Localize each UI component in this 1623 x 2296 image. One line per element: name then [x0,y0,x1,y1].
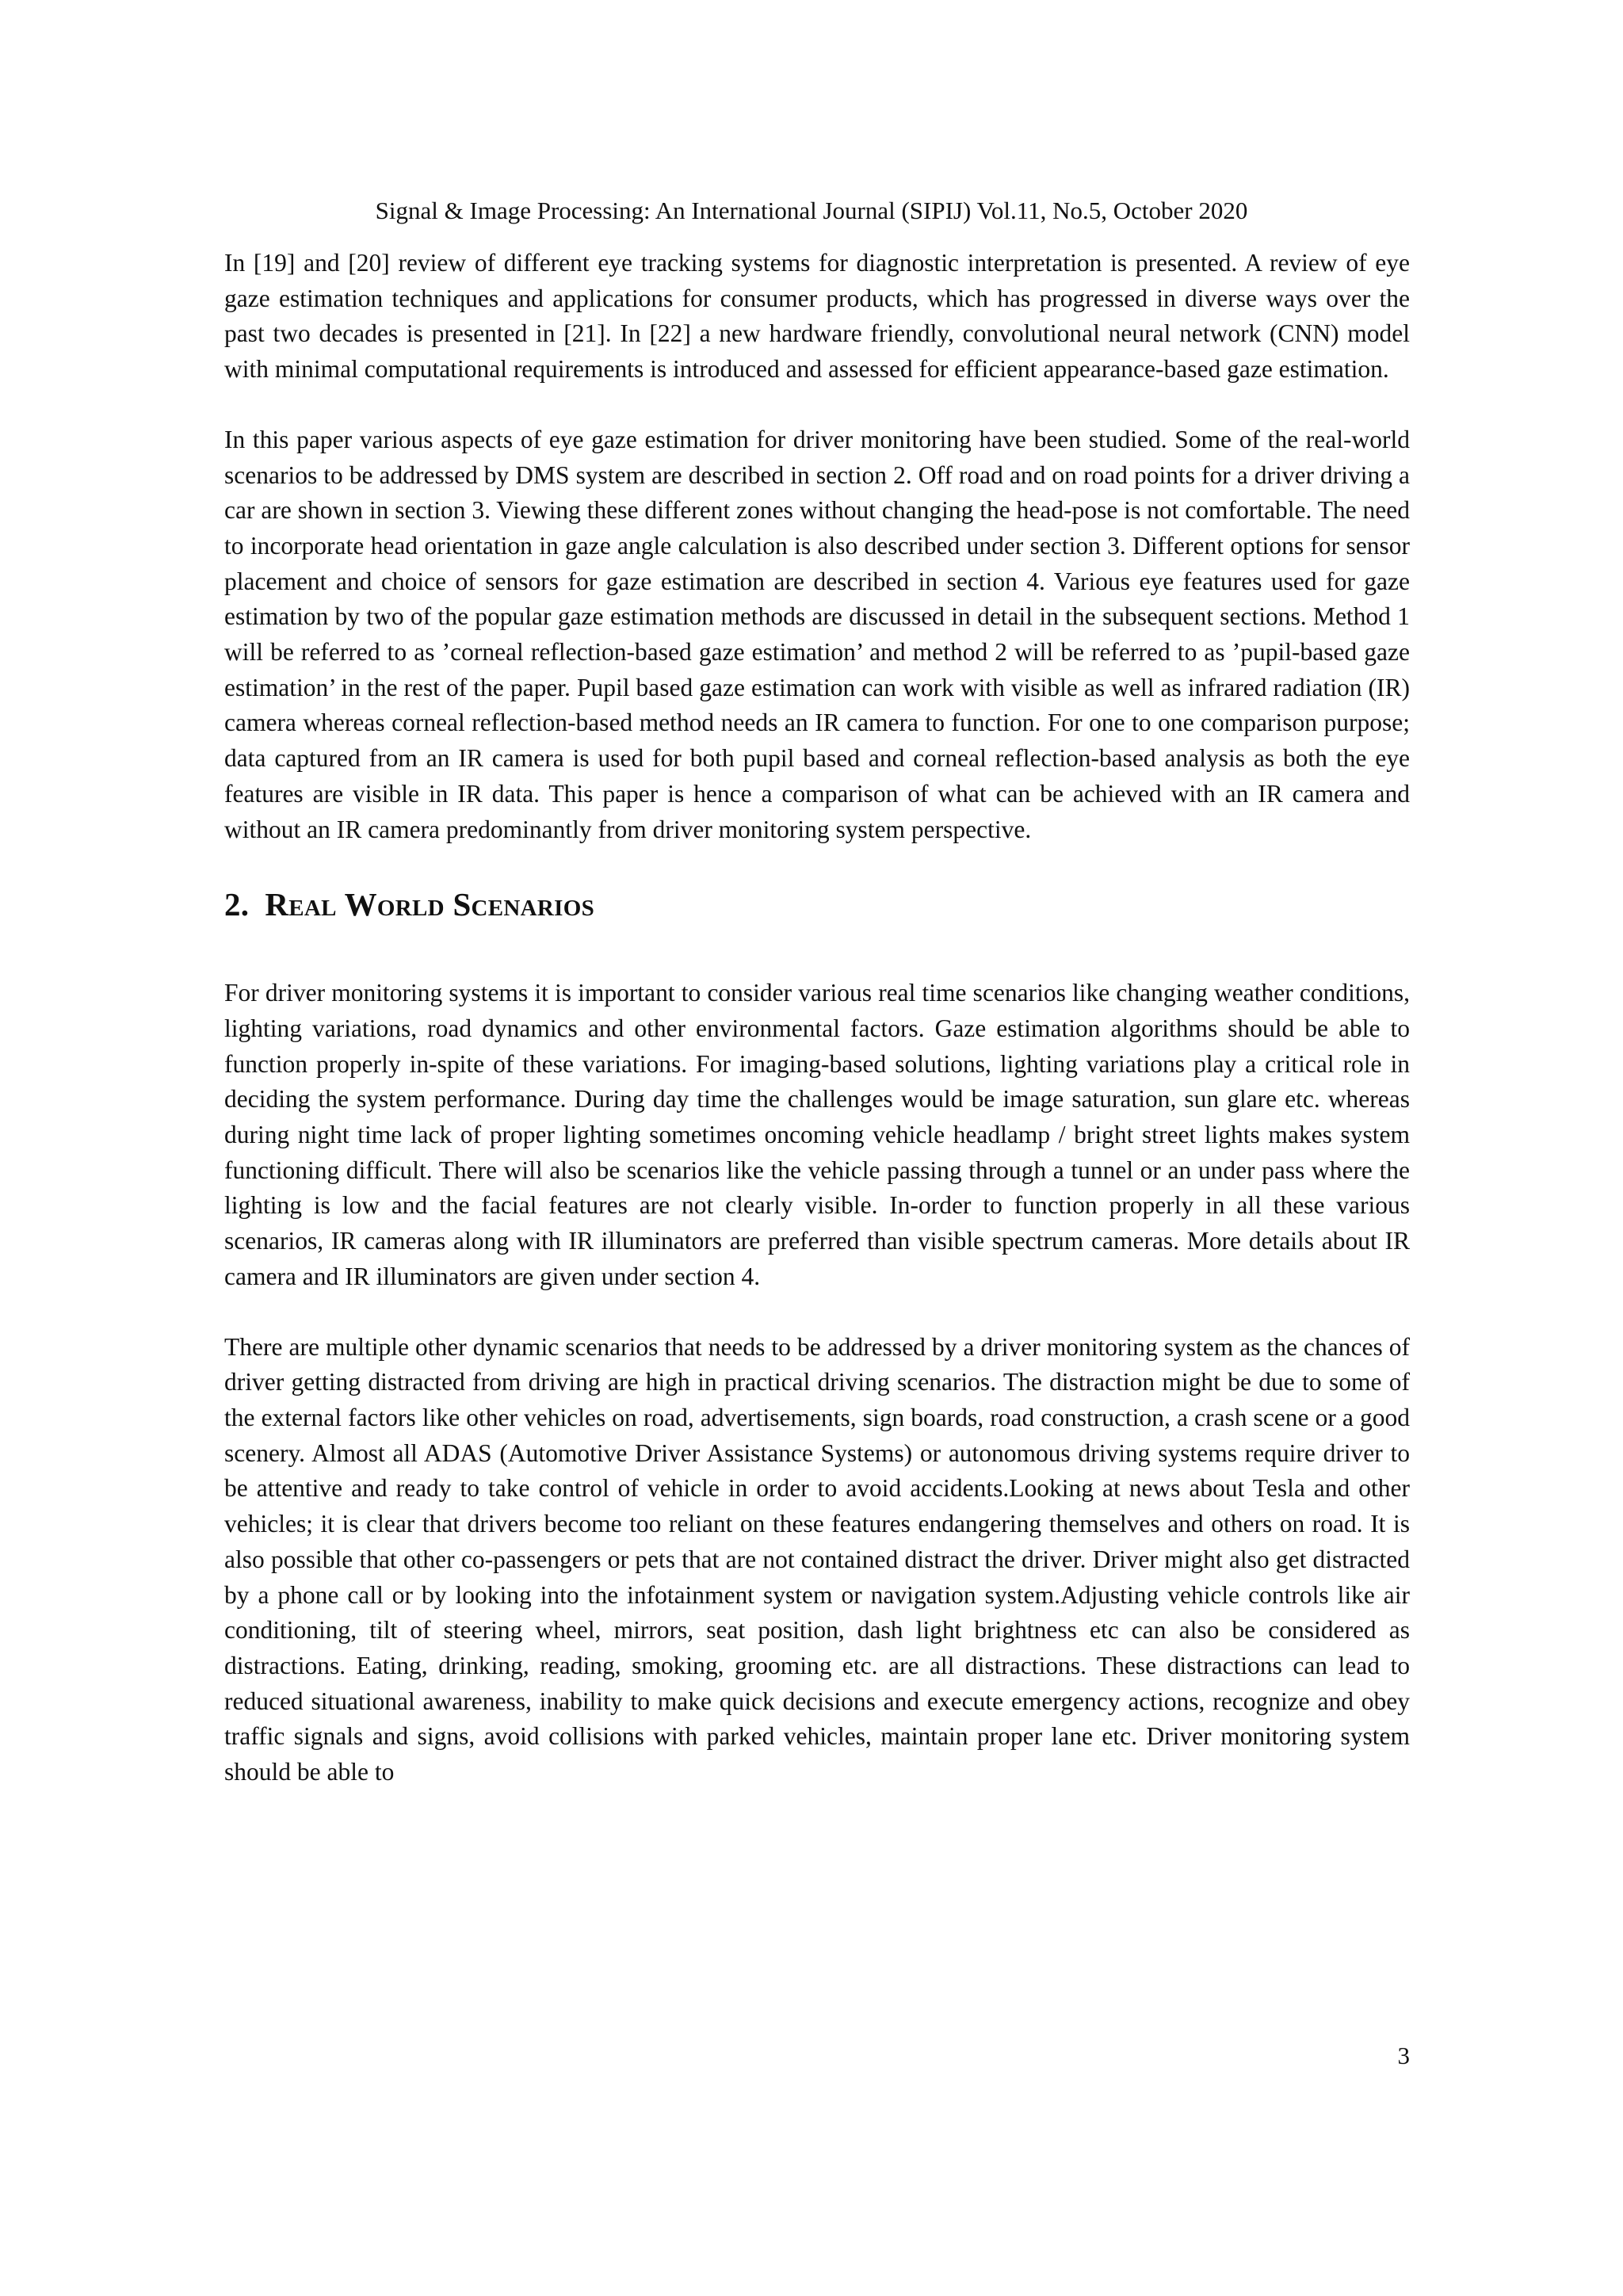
section-number: 2. [224,886,250,923]
paragraph-related-work: In [19] and [20] review of different eye tracking systems for diagnostic interpretation is presented. A review of eye gaze estimation techniques and applications for consumer products, which has progressed in diverse ways over the past two decades is presented in [21]. In [22] a new hardware friendly, convolutional neural network (CNN) model with minimal computational requirements is introduced and assessed for efficient appearance-based gaze estimation. [224,249,1410,384]
page-body [224,246,1410,1790]
page-number: 3 [1397,2042,1410,2069]
paragraph-distraction-scenarios: There are multiple other dynamic scenarios that needs to be addressed by a driver monitoring system as the chances of driver getting distracted from driving are high in practical driving scenarios. The distraction might be due to some of the external factors like other vehicles on road, advertisements, sign boards, road construction, a crash scene or a good scenery. Almost all ADAS (Automotive Driver Assistance Systems) or autonomous driving systems require driver to be attentive and ready to take control of vehicle in order to avoid accidents.Looking at news about Tesla and other vehicles; it is clear that drivers become too reliant on these features endangering themselves and others on road. It is also possible that other co-passengers or pets that are not contained distract the driver. Driver might also get distracted by a phone call or by looking into the infotainment system or navigation system.Adjusting vehicle controls like air conditioning, tilt of steering wheel, mirrors, seat position, dash light brightness etc can also be considered as distractions. Eating, drinking, reading, smoking, grooming etc. are all distractions. These distractions can lead to reduced situational awareness, inability to make quick decisions and execute emergency actions, recognize and obey traffic signals and signs, avoid collisions with parked vehicles, maintain proper lane etc. Driver monitoring system should be able to [224,1332,1410,1786]
paragraph-paper-overview: In this paper various aspects of eye gaze estimation for driver monitoring have been studied. Some of the real-world scenarios to be addressed by DMS system are described in section 2. Off road and on road points for a driver driving a car are shown in section 3. Viewing these different zones without changing the head-pose is not comfortable. The need to incorporate head orientation in gaze angle calculation is also described under section 3. Different options for sensor placement and choice of sensors for gaze estimation are described in section 4. Various eye features used for gaze estimation by two of the popular gaze estimation methods are discussed in detail in the subsequent sections. Method 1 will be referred to as ’corneal reflection-based gaze estimation’ and method 2 will be referred to as ’pupil-based gaze estimation’ in the rest of the paper. Pupil based gaze estimation can work with visible as well as infrared radiation (IR) camera whereas corneal reflection-based method needs an IR camera to function. For one to one comparison purpose; data captured from an IR camera is used for both pupil based and corneal reflection-based analysis as both the eye features are visible in IR data. This paper is hence a comparison of what can be achieved with an IR camera and without an IR camera predominantly from driver monitoring system perspective. [224,425,1410,843]
section-title: Real World Scenarios [265,886,595,923]
section-heading [224,885,1410,941]
paragraph-real-time-scenarios: For driver monitoring systems it is important to consider various real time scenarios like changing weather conditions, lighting variations, road dynamics and other environmental factors. Gaze estimation algorithms should be able to function properly in-spite of these variations. For imaging-based solutions, lighting variations play a critical role in deciding the system performance. During day time the challenges would be image saturation, sun glare etc. whereas during night time lack of proper lighting sometimes oncoming vehicle headlamp / bright street lights makes system functioning difficult. There will also be scenarios like the vehicle passing through a tunnel or an under pass where the lighting is low and the facial features are not clearly visible. In-order to function properly in all these various scenarios, IR cameras along with IR illuminators are preferred than visible spectrum cameras. More details about IR camera and IR illuminators are given under section 4. [224,979,1410,1290]
running-header: Signal & Image Processing: An International Journal (SIPIJ) Vol.11, No.5, October 2020 [375,197,1248,224]
